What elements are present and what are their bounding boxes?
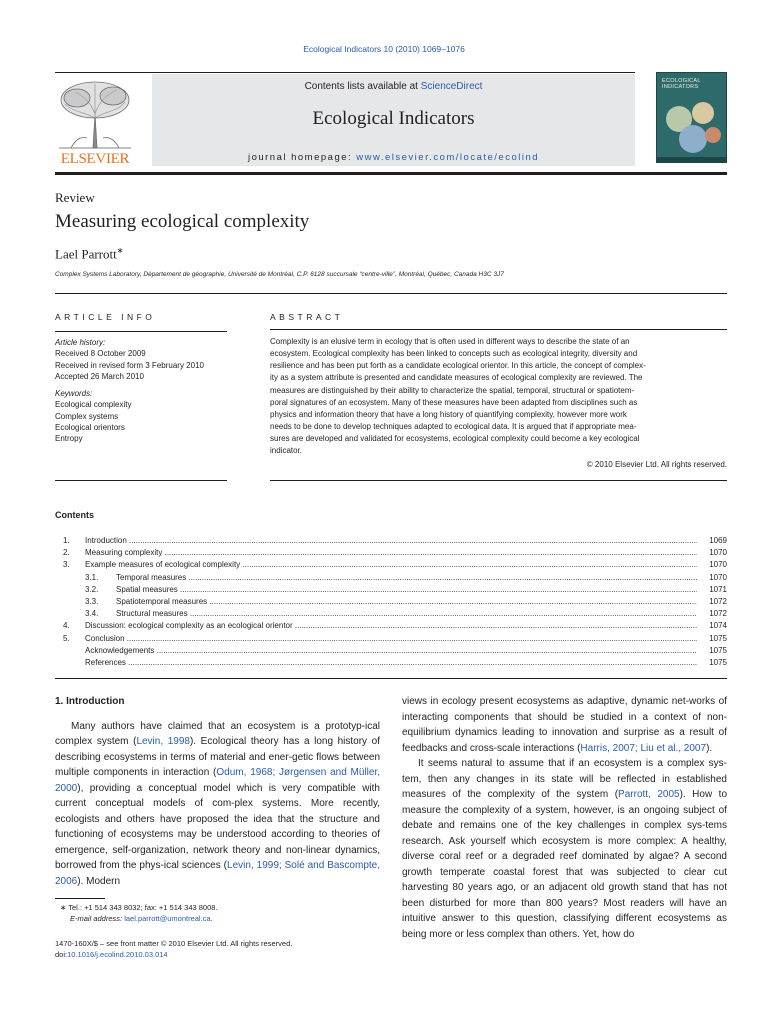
toc-entry-number: 4. xyxy=(63,621,70,631)
toc-entry[interactable] xyxy=(55,584,727,596)
paragraph-text: ). Ecological theory has a long history of describing ecosystems in terms of material and ener-getic flows between multiple components in interaction ( xyxy=(55,736,380,778)
paragraph-text: It seems natural to assume that if an ecosystem is a complex sys-tem, then any changes in its state will be reflected in established measures of the complexity of the system ( xyxy=(402,758,727,800)
paragraph-text: ). How to measure the complexity of a system, however, is an ongoing subject of debate and remains one of the key challenges in complex sys-tems research. Ask yourself which ecosystem is more complex: A healthy, diverse coral reef or a degraded reef dominated by algae? A second growth temperate coastal forest that was subjected to clear cut harvesting 80 years ago, or an adjacent old growth stand that has not been disturbed for more than 800 years? Most readers will have an intuitive answer to this question, classifying different ecosystems as being more or less complex than others. Yet, how do xyxy=(402,789,728,940)
contents-available-line xyxy=(152,81,635,92)
abstract-copyright: © 2010 Elsevier Ltd. All rights reserved. xyxy=(586,459,727,469)
footnote-contact: ∗ Tel.: +1 514 343 8032; fax: +1 514 343 8008. xyxy=(60,903,218,912)
elsevier-wordmark: ELSEVIER xyxy=(60,151,130,167)
toc-entry-number: 1. xyxy=(63,536,70,545)
abstract-text xyxy=(270,329,727,458)
body-column-right xyxy=(402,694,727,942)
toc-entry[interactable] xyxy=(55,535,727,547)
email-label: E-mail address: xyxy=(70,914,125,923)
journal-cover-thumbnail[interactable] xyxy=(656,72,727,163)
abstract-line: indicator. xyxy=(270,446,303,456)
keyword-item: Ecological complexity xyxy=(55,400,132,410)
abstract-heading: ABSTRACT xyxy=(270,312,344,322)
author-name-text: Lael Parrott xyxy=(55,246,117,262)
toc-entry[interactable] xyxy=(55,559,727,571)
article-title: Measuring ecological complexity xyxy=(55,211,310,232)
homepage-prefix: journal homepage: xyxy=(247,152,357,163)
toc-entry[interactable] xyxy=(55,608,727,620)
footnote-rule xyxy=(55,898,105,899)
author-name xyxy=(55,246,123,262)
issn-line: 1470-160X/$ – see front matter © 2010 Elsevier Ltd. All rights reserved. xyxy=(55,939,293,948)
citation-link[interactable]: Harris, 2007; Liu et al., 2007 xyxy=(580,742,707,754)
paragraph-text: Many authors have claimed that an ecosystem is a prototyp-ical complex system ( xyxy=(55,720,380,747)
toc-entry-page: 1074 xyxy=(709,621,727,631)
toc-entry-title[interactable]: Measuring complexity ..... xyxy=(85,547,697,559)
abstract-column xyxy=(270,312,727,469)
abstract-line: needs to be done to develop techniques adapted to ecological data. It is argued that if appropriate mea- xyxy=(270,422,637,432)
tree-icon xyxy=(55,78,135,150)
journal-masthead xyxy=(55,72,727,172)
header-rule xyxy=(55,293,727,294)
intro-paragraph-1-continued xyxy=(402,694,727,756)
section-heading-introduction: 1. Introduction xyxy=(55,696,125,707)
citation-link[interactable]: Parrott, 2005 xyxy=(618,789,680,800)
toc-entry[interactable] xyxy=(55,596,727,608)
history-accepted: Accepted 26 March 2010 xyxy=(55,371,144,381)
doi-label: doi: xyxy=(55,950,68,959)
masthead-top-rule xyxy=(55,72,635,73)
abstract-line: resilience and has been put forth as a candidate ecological orientor. In this article, the concept of complex- xyxy=(270,361,646,371)
toc-entry[interactable] xyxy=(55,547,727,559)
journal-citation[interactable]: Ecological Indicators 10 (2010) 1069–1076 xyxy=(303,44,465,54)
toc-entry[interactable] xyxy=(55,620,727,632)
article-info-heading: ARTICLE INFO xyxy=(55,312,156,322)
masthead-banner xyxy=(152,74,635,166)
toc-entry-page: 1072 xyxy=(709,596,727,606)
toc-entry[interactable] xyxy=(55,645,727,657)
history-received: Received 8 October 2009 xyxy=(55,349,146,359)
paragraph-text: ), providing a conceptual model which is very compatible with current conceptual models of com-plex systems. More recently, ecologists and others have proposed the idea that the structure and functioning of ecosystems may be understood according to theories of emergence, self-organization, network theory and non-linear dynamics, borrowed from the phys-ical sciences ( xyxy=(55,782,380,871)
toc-entry[interactable] xyxy=(55,633,727,645)
toc-entry-number: 3.3. xyxy=(85,596,99,606)
footnote-email xyxy=(70,913,213,924)
toc-entry-number: 3.1. xyxy=(85,572,99,582)
keyword-item: Ecological orientors xyxy=(55,423,125,433)
toc-entry-title[interactable]: Spatial measures ..... xyxy=(116,584,697,596)
toc-entry-page: 1070 xyxy=(709,572,727,582)
journal-homepage-line xyxy=(152,152,635,163)
article-info-bottom-rule xyxy=(55,480,227,481)
toc-entry-number: 3.2. xyxy=(85,584,99,594)
doi-link[interactable]: 10.1016/j.ecolind.2010.03.014 xyxy=(67,950,168,959)
toc-entry[interactable] xyxy=(55,657,727,669)
abstract-line: ity as a system attribute is presented and candidate measures of ecological complexity are reviewed. The xyxy=(270,373,643,383)
intro-paragraph-1 xyxy=(55,719,380,890)
article-info-column xyxy=(55,312,227,445)
citation-link[interactable]: Odum, 1968; Jørgensen and Müller, 2000 xyxy=(55,767,380,794)
toc-entry-page: 1069 xyxy=(709,536,727,545)
abstract-line: physics and information theory that have a long history of quantifying complexity, however more work xyxy=(270,409,627,419)
toc-entry-page: 1070 xyxy=(709,548,727,558)
contents-heading: Contents xyxy=(55,510,94,520)
paragraph-text: ). Modern xyxy=(77,875,121,887)
toc-entry-title[interactable]: Acknowledgements ..... xyxy=(85,645,697,657)
toc-entry[interactable] xyxy=(55,572,727,584)
toc-entry-title[interactable]: Temporal measures ..... xyxy=(116,572,697,584)
toc-entry-title[interactable]: Spatiotemporal measures ..... xyxy=(116,596,697,608)
abstract-line: ecosystem. Ecological complexity has been linked to concepts such as ecological integrity, diversity and xyxy=(270,349,638,359)
toc-entry-page: 1075 xyxy=(709,657,727,667)
contents-prefix: Contents lists available at xyxy=(304,81,421,92)
email-end: . xyxy=(210,914,213,923)
paragraph-text: ). xyxy=(706,742,713,754)
intro-paragraph-2 xyxy=(402,756,727,942)
corresponding-author-mark[interactable]: ∗ xyxy=(116,246,124,255)
toc-entry-page: 1071 xyxy=(709,584,727,594)
keyword-item: Entropy xyxy=(55,434,83,444)
masthead-bottom-rule xyxy=(55,172,727,175)
toc-entry-title[interactable]: Conclusion ..... xyxy=(85,633,697,645)
toc-entry-page: 1070 xyxy=(709,560,727,570)
abstract-line: Complexity is an elusive term in ecology that is often used in different ways to describe the state of an xyxy=(270,337,630,346)
toc-entry-title[interactable]: Example measures of ecological complexity ..... xyxy=(85,559,697,571)
abstract-bottom-rule xyxy=(270,480,727,481)
keywords xyxy=(55,388,227,444)
article-info-rule xyxy=(55,331,227,332)
toc-entry-number: 2. xyxy=(63,548,70,558)
cover-art-icon xyxy=(657,73,727,163)
toc-entry-title[interactable]: Discussion: ecological complexity as an ecological orientor ..... xyxy=(85,620,697,632)
citation-link[interactable]: Levin, 1999; Solé and Bascompte, 2006 xyxy=(55,860,380,887)
toc-entry-title[interactable]: Introduction ..... xyxy=(85,535,697,547)
toc-entry-number: 5. xyxy=(63,633,70,643)
table-of-contents xyxy=(55,535,727,669)
toc-entry-title[interactable]: Structural measures ..... xyxy=(116,608,697,620)
elsevier-logo[interactable] xyxy=(55,78,135,168)
toc-entry-page: 1075 xyxy=(709,633,727,643)
cover-title: ECOLOGICAL INDICATORS xyxy=(662,78,701,90)
journal-title: Ecological Indicators xyxy=(312,108,475,129)
toc-entry-title[interactable]: References ..... xyxy=(85,657,697,669)
citation-link[interactable]: Levin, 1998 xyxy=(136,736,190,747)
doi-line xyxy=(55,949,168,960)
body-column-left xyxy=(55,694,380,889)
author-affiliation: Complex Systems Laboratory, Département de géographie, Université de Montréal, C.P. 6128 succursale “centre-ville”, Montréal, Québec, Canada H3C 3J7 xyxy=(55,271,504,278)
keywords-label: Keywords: xyxy=(55,389,93,399)
article-type: Review xyxy=(55,190,95,205)
journal-homepage-link[interactable]: www.elsevier.com/locate/ecolind xyxy=(356,152,540,163)
abstract-line: measures are distinguished by their ability to characterize the spatial, temporal, structural or spatiotem- xyxy=(270,385,635,395)
abstract-line: poral signatures of an ecosystem. Many of these measures have been adapted from disciplines such as xyxy=(270,397,638,407)
article-history xyxy=(55,337,227,382)
contents-bottom-rule xyxy=(55,678,727,679)
abstract-line: sures are developed and validated for ecosystems, ecological complexity could become a key ecological xyxy=(270,434,640,444)
toc-entry-page: 1072 xyxy=(709,609,727,619)
paragraph-text: views in ecology present ecosystems as adaptive, dynamic net-works of interacting components that should be studied in a context of non-equilibrium dynamics leading to innovation and surprise as a result of feedbacks and cross-scale interactions ( xyxy=(402,696,727,754)
sciencedirect-link[interactable]: ScienceDirect xyxy=(420,81,483,92)
toc-entry-page: 1075 xyxy=(709,645,727,655)
history-label: Article history: xyxy=(55,338,106,347)
toc-entry-number: 3.4. xyxy=(85,609,99,619)
toc-entry-number: 3. xyxy=(63,560,70,570)
history-revised: Received in revised form 3 February 2010 xyxy=(55,360,204,370)
keyword-item: Complex systems xyxy=(55,411,119,421)
author-email-link[interactable]: lael.parrott@umontreal.ca xyxy=(124,914,211,923)
